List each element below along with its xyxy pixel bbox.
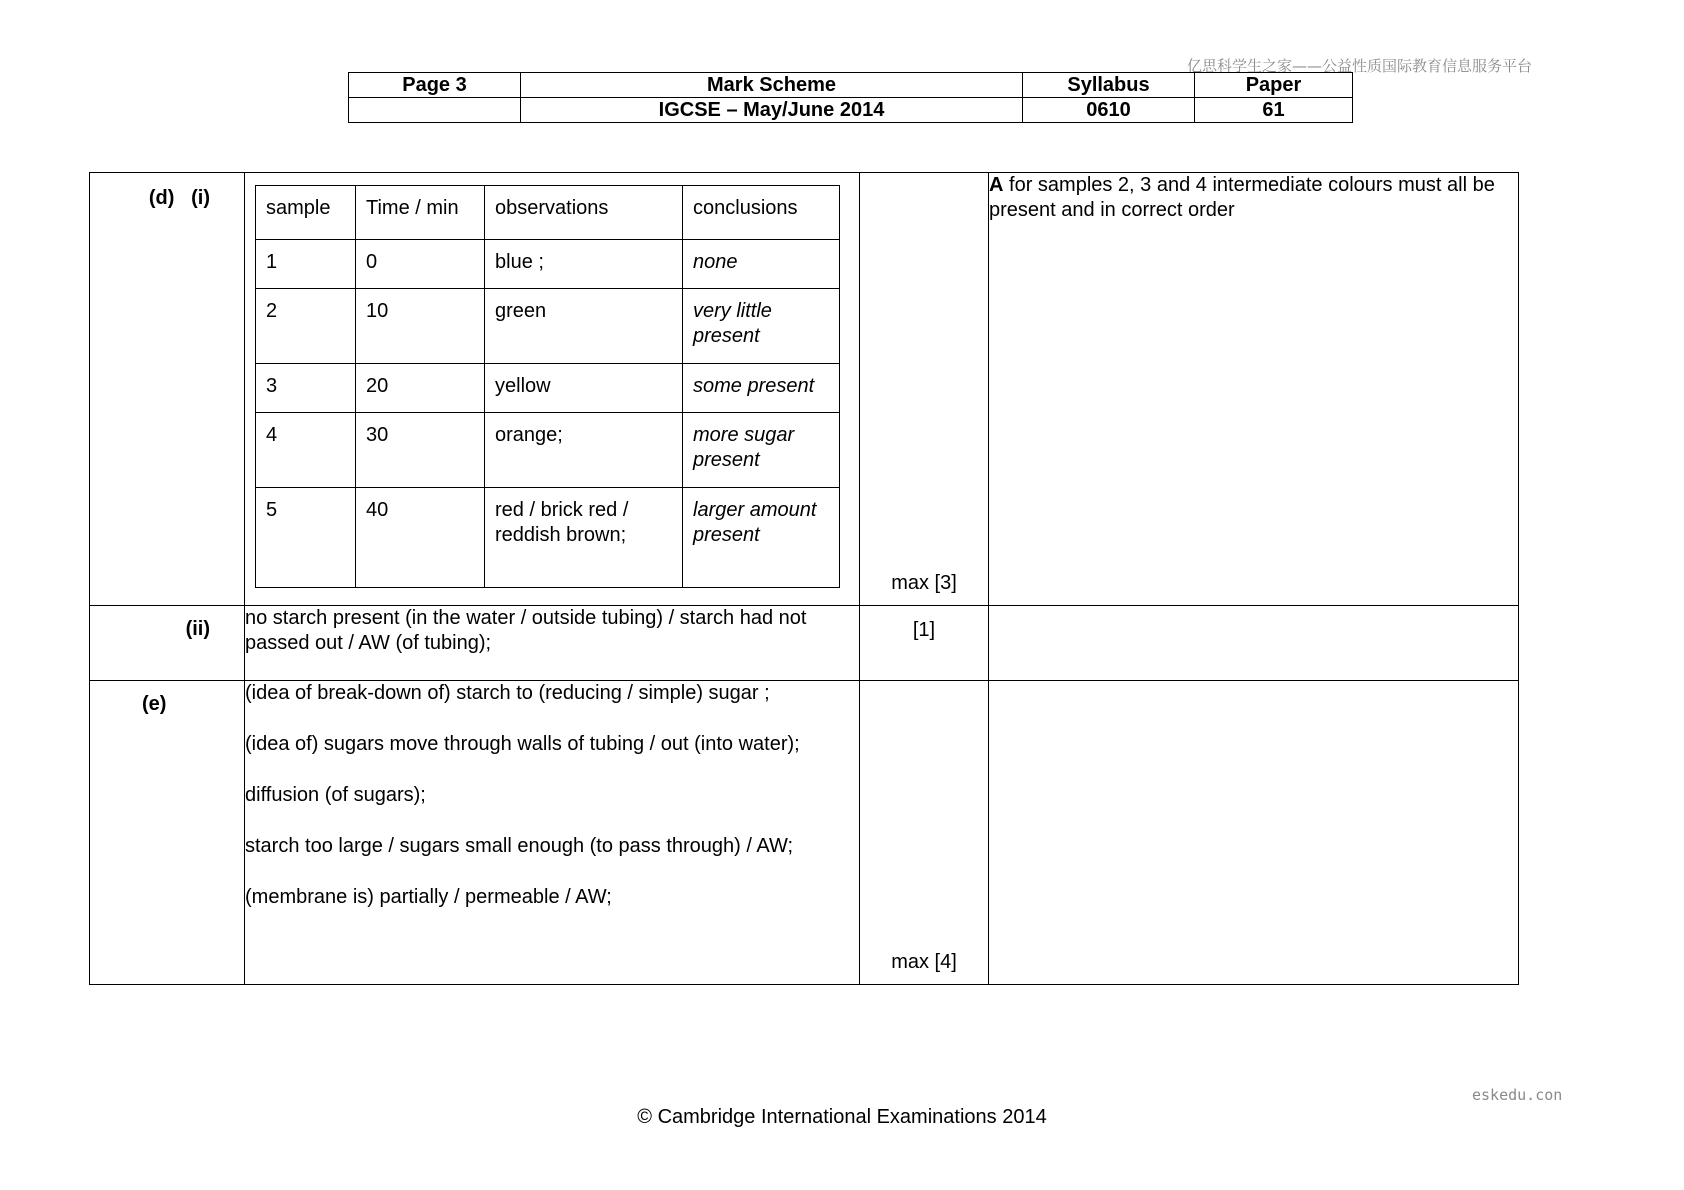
conclusion-cell: very little present: [683, 289, 840, 364]
conclusion-cell: none: [683, 240, 840, 289]
col-header-observations: observations: [485, 186, 683, 240]
header-table: [348, 72, 1353, 123]
conclusion-cell: some present: [683, 364, 840, 413]
sample-cell: 1: [256, 240, 356, 289]
paper-number: 61: [1195, 98, 1353, 123]
conclusion-cell: larger amount present: [683, 488, 840, 588]
time-cell: 30: [356, 413, 485, 488]
paper-label: Paper: [1195, 73, 1353, 98]
syllabus-code: 0610: [1023, 98, 1195, 123]
header-empty-cell: [349, 98, 521, 123]
sample-cell: 5: [256, 488, 356, 588]
time-cell: 40: [356, 488, 485, 588]
answer-ii: no starch present (in the water / outside tubing) / starch had not passed out / AW (of tubing);: [245, 606, 860, 681]
observation-cell: orange;: [485, 413, 683, 488]
guidance-text: for samples 2, 3 and 4 intermediate colours must all be present and in correct order: [989, 174, 1495, 221]
guidance-d-i: [989, 173, 1519, 606]
page-number: Page 3: [349, 73, 521, 98]
guidance-accept-marker: A: [989, 174, 1004, 196]
mark-scheme-table: [89, 172, 1519, 985]
observation-cell: red / brick red / reddish brown;: [485, 488, 683, 588]
observation-cell: green: [485, 289, 683, 364]
syllabus-label: Syllabus: [1023, 73, 1195, 98]
table-row: [256, 240, 840, 289]
time-cell: 0: [356, 240, 485, 289]
col-header-conclusions: conclusions: [683, 186, 840, 240]
observation-cell: yellow: [485, 364, 683, 413]
guidance-ii: [989, 606, 1519, 681]
sample-cell: 4: [256, 413, 356, 488]
time-cell: 10: [356, 289, 485, 364]
results-header-row: [256, 186, 840, 240]
time-cell: 20: [356, 364, 485, 413]
table-row: [256, 413, 840, 488]
conclusion-cell: more sugar present: [683, 413, 840, 488]
answer-e: [245, 681, 860, 985]
answer-point: diffusion (of sugars);: [245, 784, 426, 806]
table-row: [256, 488, 840, 588]
marks-d-i: max [3]: [891, 572, 957, 594]
marks-e: max [4]: [891, 951, 957, 973]
watermark-top: 亿思科学生之家——公益性质国际教育信息服务平台: [1187, 57, 1533, 75]
col-header-time: Time / min: [356, 186, 485, 240]
answer-point: starch too large / sugars small enough (to pass through) / AW;: [245, 835, 794, 857]
marks-ii: [1]: [860, 606, 989, 681]
question-label-d: (d): [148, 187, 175, 209]
observation-cell: blue ;: [485, 240, 683, 289]
mark-scheme-label: Mark Scheme: [521, 73, 1023, 98]
results-table: [255, 185, 840, 588]
sample-cell: 2: [256, 289, 356, 364]
answer-point: (idea of break-down of) starch to (reducing / simple) sugar ;: [245, 682, 770, 704]
copyright-footer: © Cambridge International Examinations 2014: [637, 1106, 1047, 1128]
watermark-bottom: eskedu.con: [1472, 1086, 1563, 1104]
row-ii: [90, 606, 1519, 681]
question-label-ii: (ii): [185, 618, 210, 640]
question-label-i: (i): [191, 187, 210, 209]
exam-title: IGCSE – May/June 2014: [521, 98, 1023, 123]
col-header-sample: sample: [256, 186, 356, 240]
row-e: [90, 681, 1519, 985]
table-row: [256, 364, 840, 413]
row-d-i: [90, 173, 1519, 606]
question-label-e: (e): [142, 693, 167, 715]
answer-point: (membrane is) partially / permeable / AW;: [245, 886, 612, 908]
guidance-e: [989, 681, 1519, 985]
answer-point: (idea of) sugars move through walls of tubing / out (into water);: [245, 733, 800, 755]
table-row: [256, 289, 840, 364]
sample-cell: 3: [256, 364, 356, 413]
